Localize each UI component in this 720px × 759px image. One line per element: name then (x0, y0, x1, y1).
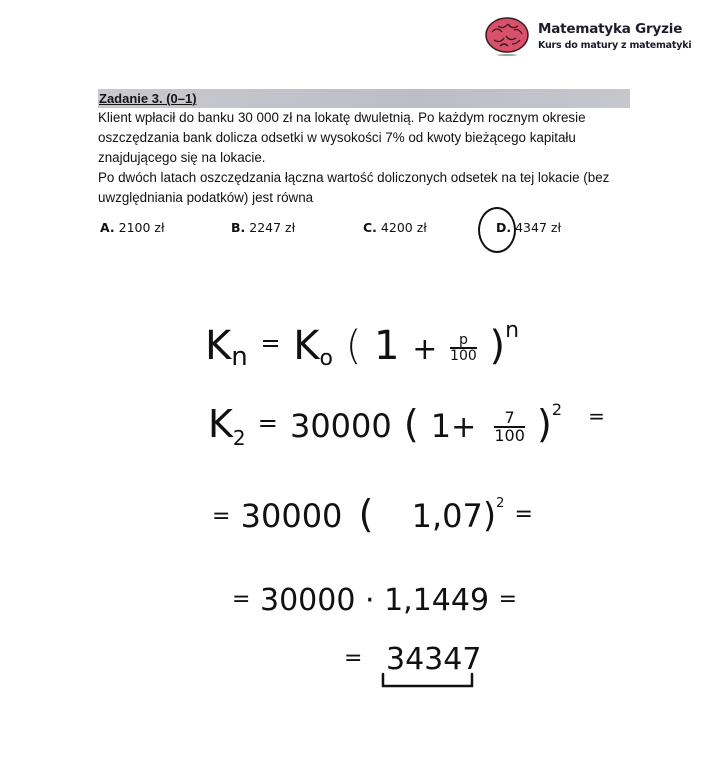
brain-icon (484, 16, 530, 56)
task-heading: Zadanie 3. (0–1) (98, 89, 630, 108)
answer-b[interactable]: B. 2247 zł (231, 220, 296, 235)
brand-title: Matematyka Gryzie (538, 21, 683, 37)
fraction-7-100: $\frac{7}{100}$ (494, 407, 525, 445)
result-underline-bracket (380, 672, 480, 692)
formula-substituted: $K_2 = 30000$ ( 1+ $\frac{7}{100}$ )$^2$ = (208, 400, 605, 450)
fraction-p-100: $\frac{p}{100}$ (450, 332, 477, 364)
formula-general: Kn = Ko ( 1 + $\frac{p}{100}$ )$^n$ (205, 318, 520, 372)
brand-logo (484, 16, 691, 56)
task-line: Po dwóch latach oszczędzania łączna wartość doliczonych odsetek na tej lokacie (bez (98, 170, 610, 185)
task-block (98, 89, 630, 208)
brand-text (538, 21, 691, 51)
task-line: oszczędzania bank dolicza odsetki w wysokości 7% od kwoty bieżącego kapitału (98, 130, 576, 145)
answer-d[interactable]: D. 4347 zł (496, 220, 562, 235)
brand-subtitle: Kurs do matury z matematyki (538, 40, 692, 51)
task-body (98, 108, 630, 208)
answer-options (100, 220, 620, 244)
selected-answer-circle (478, 207, 516, 253)
formula-result: = 34347 (344, 642, 482, 677)
result-value: 34347 (385, 642, 482, 677)
task-line: uwzględniania podatków) jest równa (98, 190, 314, 205)
task-line: Klient wpłacił do banku 30 000 zł na lokatę dwuletnią. Po każdym rocznym okresie (98, 110, 586, 125)
formula-step-4: = 30000 · 1,1449 = (232, 583, 518, 618)
answer-a[interactable]: A. 2100 zł (100, 220, 165, 235)
formula-step-3: = 30000 ( 1,07)$^2$ = (212, 492, 533, 536)
answer-c[interactable]: C. 4200 zł (363, 220, 427, 235)
task-line: znajdującego się na lokacie. (98, 150, 266, 165)
